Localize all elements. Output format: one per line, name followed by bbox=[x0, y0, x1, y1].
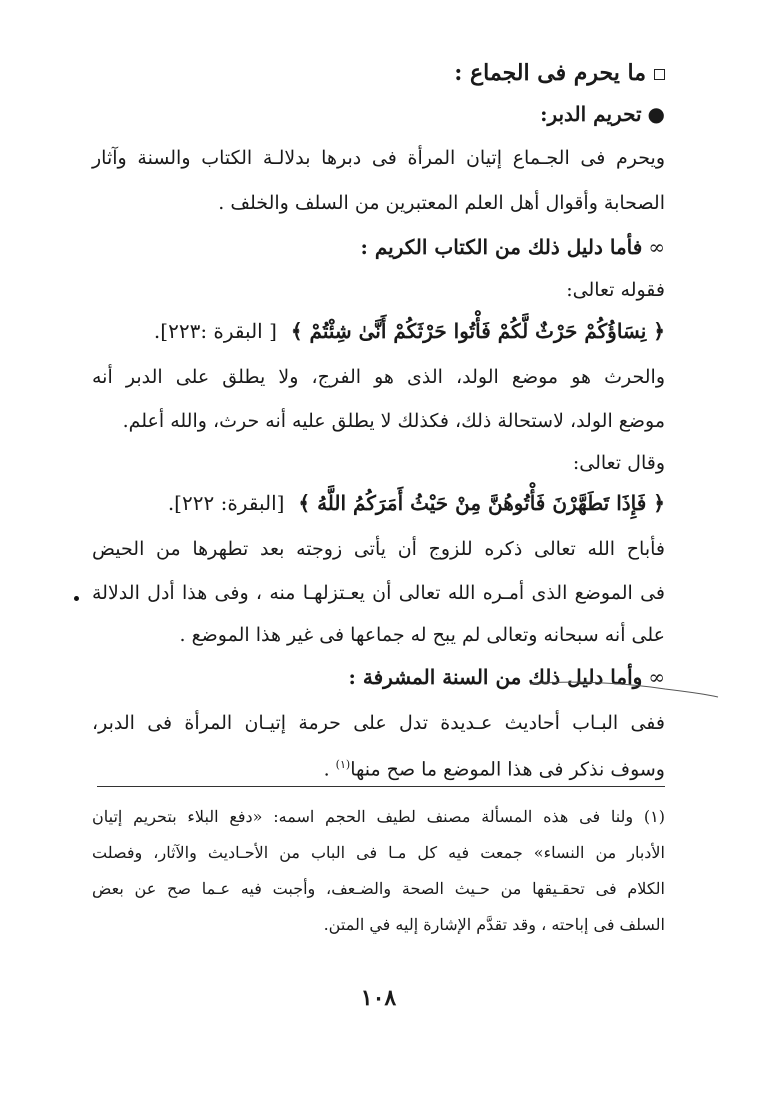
footnote-divider bbox=[97, 786, 665, 787]
section-heading-text: ما يحرم فى الجماع : bbox=[454, 60, 646, 86]
verse-intro: فقوله تعالى: bbox=[566, 279, 665, 301]
footnote-line: السلف فى إباحته ، وقد تقدَّم الإشارة إليه في المتن. bbox=[323, 915, 665, 934]
paragraph-line: الصحابة وأقوال أهل العلم المعتبرين من السلف والخلف . bbox=[218, 192, 665, 214]
paragraph-line: ويحرم فى الجـماع إتيان المرأة فى دبرها بدلالـة الكتاب والسنة وآثار bbox=[92, 147, 665, 169]
footnote-line: الكلام فى تحقـيقها من حـيث الصحة والضـعف، وأجبت فيه عـما صح عن بعض bbox=[92, 879, 665, 898]
ink-dot bbox=[74, 596, 79, 601]
quran-verse-1 bbox=[92, 318, 665, 344]
paragraph-end: . bbox=[323, 758, 336, 781]
verse-reference: [ البقرة :٢٢٣]. bbox=[153, 319, 277, 343]
paragraph-text: وسوف نذكر فى هذا الموضع ما صح منها bbox=[350, 758, 665, 781]
quran-evidence-title-text: فأما دليل ذلك من الكتاب الكريم : bbox=[360, 235, 643, 259]
verse-text: ﴿ نِسَاؤُكُمْ حَرْثٌ لَّكُمْ فَأْتُوا حَرْثَكُمْ أَنَّىٰ شِئْتُمْ ﴾ bbox=[290, 319, 665, 343]
verse-reference: [البقرة: ٢٢٢]. bbox=[167, 491, 285, 515]
infinity-icon: ∞ bbox=[648, 235, 665, 259]
page-number: ١٠٨ bbox=[360, 985, 397, 1011]
verse-intro: وقال تعالى: bbox=[572, 452, 665, 474]
paragraph-line: فى الموضع الذى أمـره الله تعالى أن يعـتزلهـا منه ، وفى هذا أدل الدلالة bbox=[92, 582, 665, 604]
sunnah-evidence-title-text: وأما دليل ذلك من السنة المشرفة : bbox=[348, 665, 643, 689]
paragraph-line: على أنه سبحانه وتعالى لم يبح له جماعها فى غير هذا الموضع . bbox=[179, 624, 665, 646]
checkbox-icon bbox=[654, 69, 665, 80]
infinity-icon: ∞ bbox=[648, 665, 665, 689]
paragraph-line bbox=[92, 752, 665, 782]
paragraph-line: فأباح الله تعالى ذكره للزوج أن يأتى زوجته بعد تطهرها من الحيض bbox=[92, 538, 665, 560]
paragraph-line: ففى البـاب أحاديث عـديدة تدل على حرمة إتيـان المرأة فى الدبر، bbox=[92, 712, 665, 734]
paragraph-line: موضع الولد، لاستحالة ذلك، فكذلك لا يطلق عليه أنه حرث، والله أعلم. bbox=[122, 410, 665, 432]
verse-text: ﴿ فَإِذَا تَطَهَّرْنَ فَأْتُوهُنَّ مِنْ حَيْثُ أَمَرَكُمُ اللَّهُ ﴾ bbox=[298, 491, 665, 515]
quran-verse-2 bbox=[92, 490, 665, 516]
subheading bbox=[92, 101, 665, 127]
bullet-icon: ● bbox=[647, 102, 665, 126]
sunnah-evidence-title bbox=[92, 664, 665, 690]
section-heading bbox=[92, 60, 665, 86]
paragraph-line: والحرث هو موضع الولد، الذى هو الفرج، ولا يطلق على الدبر أنه bbox=[92, 366, 665, 388]
footnote-line: (١) ولنا فى هذه المسألة مصنف لطيف الحجم اسمه: «دفع البلاء بتحريم إتيان bbox=[92, 807, 665, 826]
footnote-marker: (١) bbox=[335, 758, 351, 771]
quran-evidence-title bbox=[92, 234, 665, 260]
footnote-line: الأدبار من النساء» جمعت فيه كل مـا فى الباب من الأحـاديث والآثار، وفصلت bbox=[92, 843, 665, 862]
subheading-text: تحريم الدبر: bbox=[540, 102, 642, 126]
